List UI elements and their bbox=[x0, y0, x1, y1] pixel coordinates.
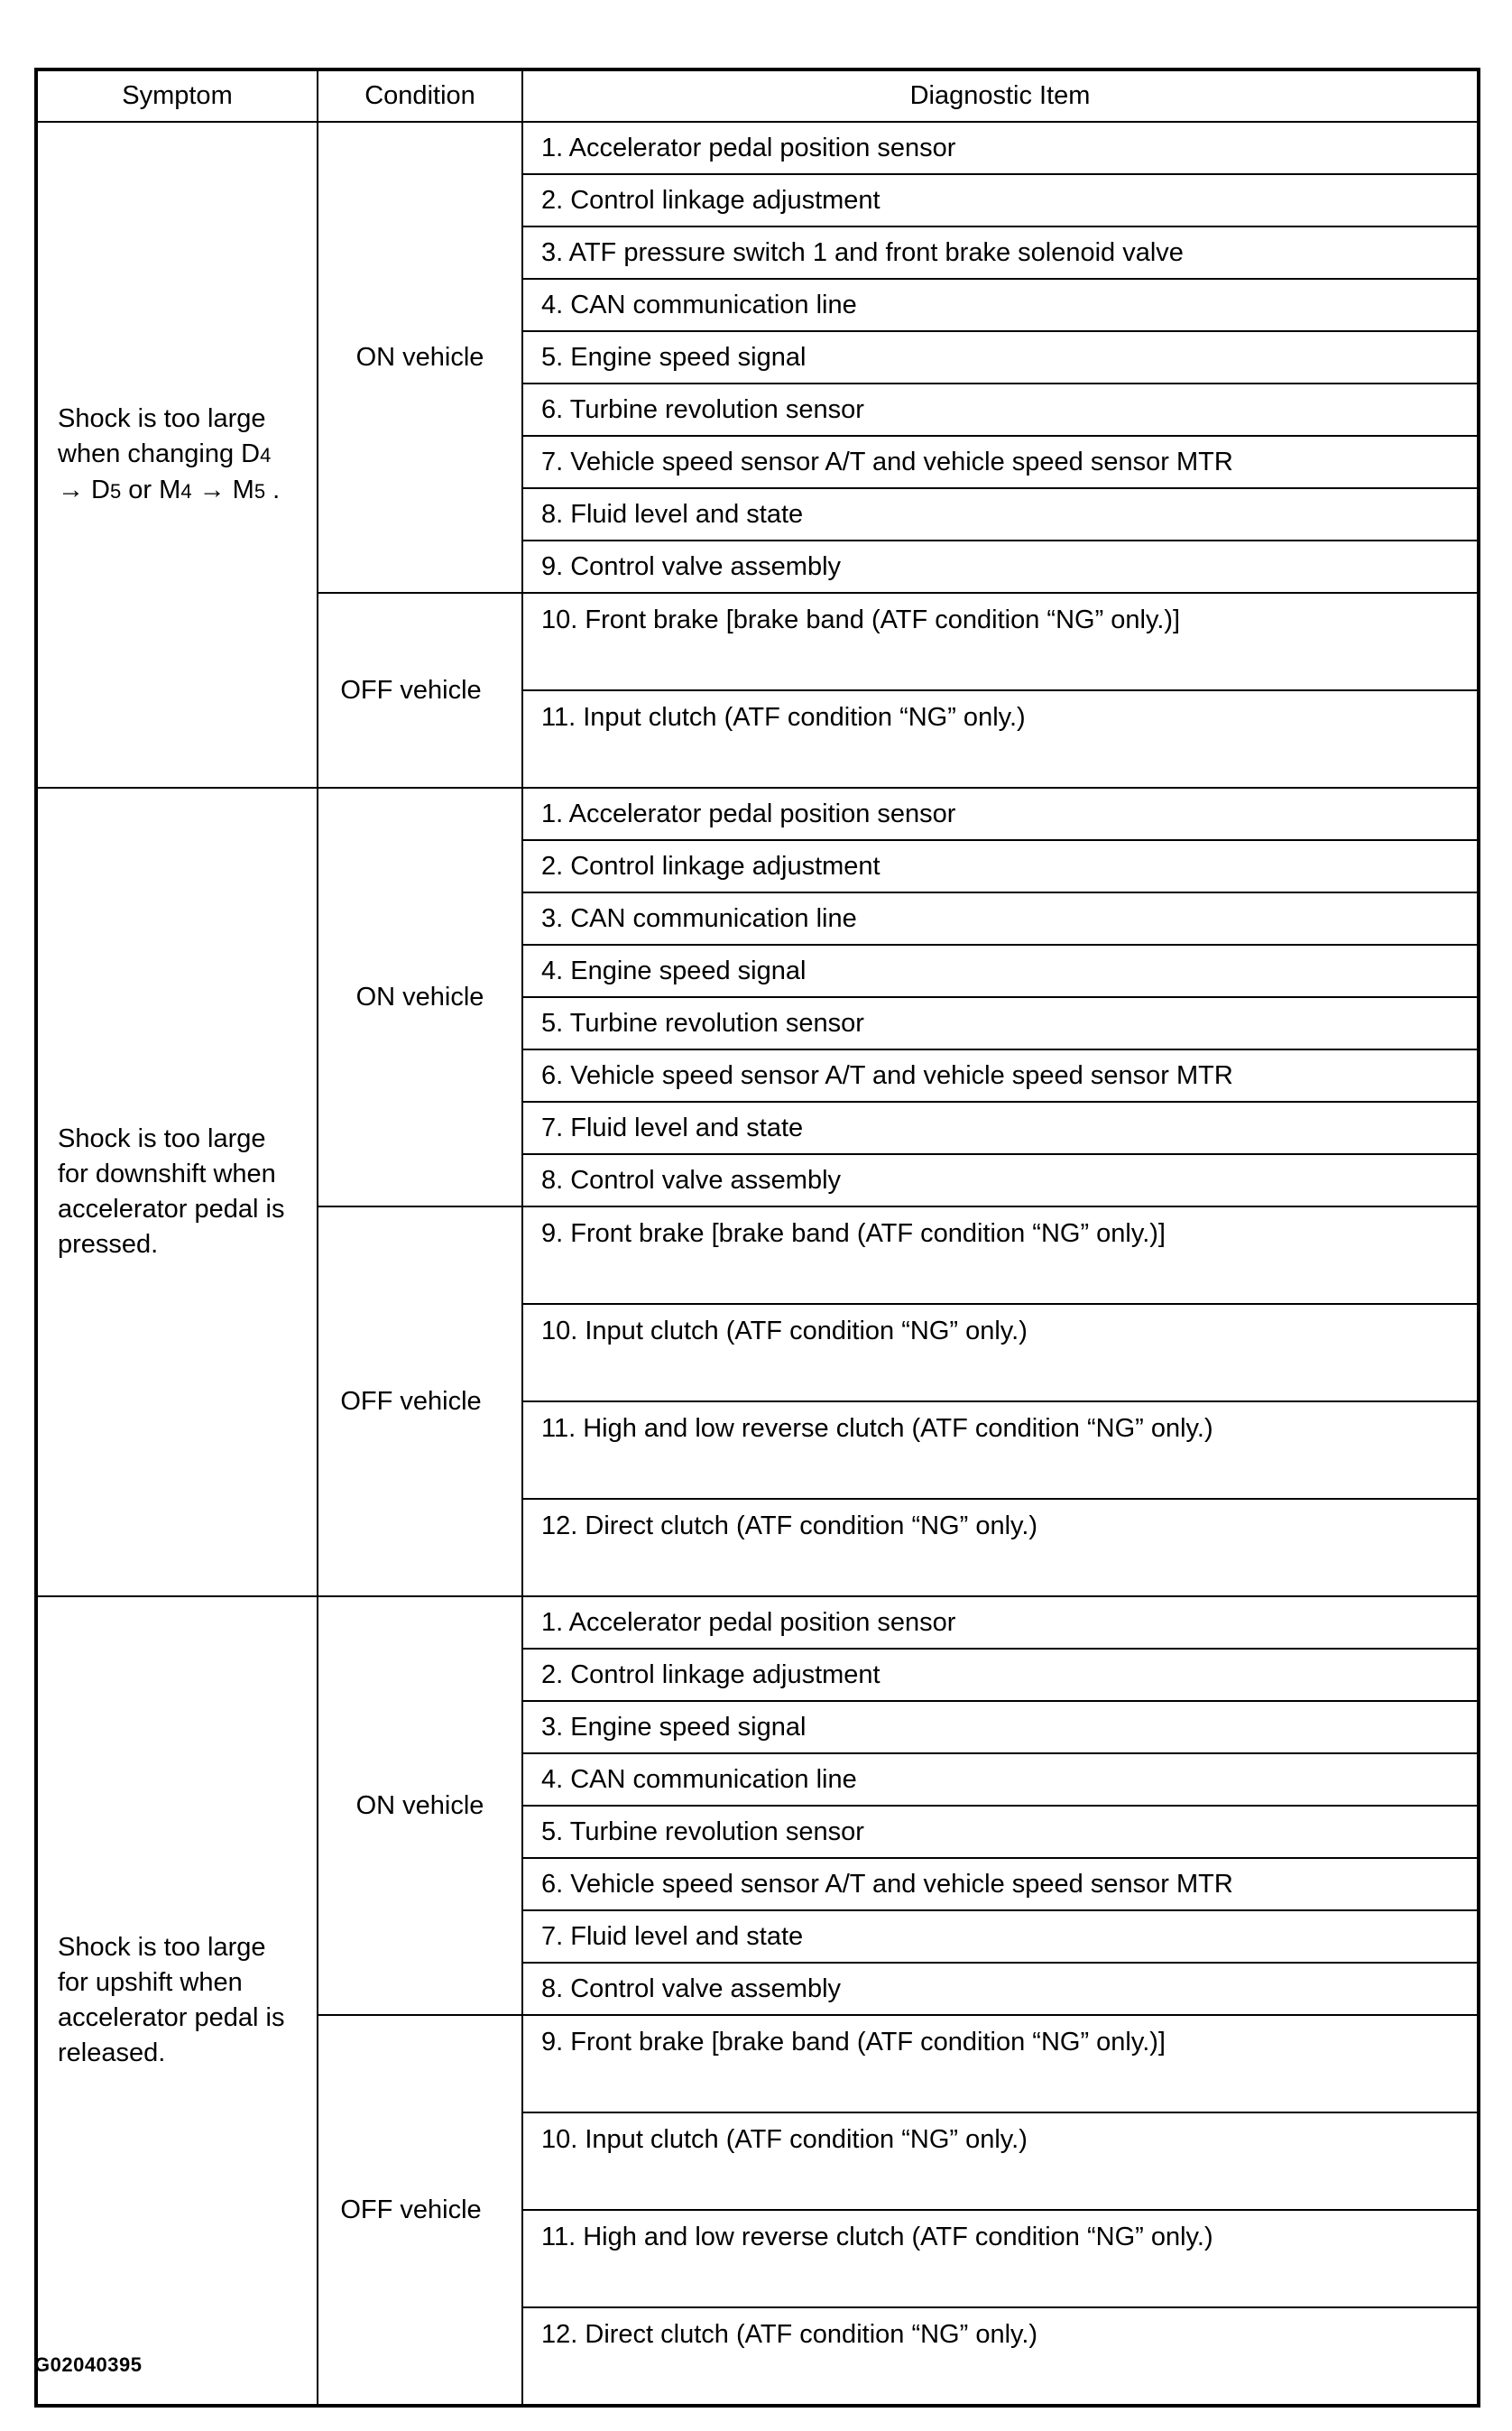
diagnostic-item: 6. Vehicle speed sensor A/T and vehicle speed sensor MTR bbox=[522, 1858, 1479, 1910]
table-row bbox=[36, 122, 1479, 174]
header-diagnostic-item: Diagnostic Item bbox=[522, 69, 1479, 122]
diagnostic-item: 7. Vehicle speed sensor A/T and vehicle speed sensor MTR bbox=[522, 436, 1479, 488]
diagnostic-item: 4. Engine speed signal bbox=[522, 945, 1479, 997]
condition-on-vehicle: ON vehicle bbox=[318, 122, 522, 593]
diagnostic-item: 5. Turbine revolution sensor bbox=[522, 1806, 1479, 1858]
symptom-cell bbox=[36, 122, 318, 788]
symptom-line: Shock is too large bbox=[58, 1933, 266, 1962]
diagnostic-item: 1. Accelerator pedal position sensor bbox=[522, 788, 1479, 840]
diagnostic-item: 2. Control linkage adjustment bbox=[522, 840, 1479, 892]
condition-on-vehicle: ON vehicle bbox=[318, 1596, 522, 2015]
table-row bbox=[36, 788, 1479, 840]
diagnostic-item: 12. Direct clutch (ATF condition “NG” only.) bbox=[522, 1499, 1479, 1596]
diagnostic-item: 10. Input clutch (ATF condition “NG” only.) bbox=[522, 2112, 1479, 2210]
diagnostic-item: 2. Control linkage adjustment bbox=[522, 1649, 1479, 1701]
table-body bbox=[36, 122, 1479, 2406]
diagnostic-item: 1. Accelerator pedal position sensor bbox=[522, 1596, 1479, 1649]
diagnostic-item: 3. ATF pressure switch 1 and front brake solenoid valve bbox=[522, 226, 1479, 279]
diagnostic-item: 6. Vehicle speed sensor A/T and vehicle speed sensor MTR bbox=[522, 1049, 1479, 1102]
diagnostic-item: 8. Fluid level and state bbox=[522, 488, 1479, 541]
diagnostic-item: 8. Control valve assembly bbox=[522, 1154, 1479, 1206]
diagnostic-item: 9. Front brake [brake band (ATF condition “NG” only.)] bbox=[522, 1206, 1479, 1304]
header-condition: Condition bbox=[318, 69, 522, 122]
diagnostic-item: 12. Direct clutch (ATF condition “NG” only.) bbox=[522, 2307, 1479, 2406]
symptom-line: → D5 or M4 → M5 . bbox=[58, 475, 281, 504]
header-symptom: Symptom bbox=[36, 69, 318, 122]
diagnostic-item: 5. Turbine revolution sensor bbox=[522, 997, 1479, 1049]
diagnostic-item: 10. Input clutch (ATF condition “NG” only.) bbox=[522, 1304, 1479, 1401]
diagnostic-item: 11. Input clutch (ATF condition “NG” only.) bbox=[522, 690, 1479, 788]
diagnostic-item: 5. Engine speed signal bbox=[522, 331, 1479, 384]
diagnostic-item: 9. Control valve assembly bbox=[522, 541, 1479, 593]
symptom-cell bbox=[36, 788, 318, 1596]
symptom-line: Shock is too large bbox=[58, 1124, 266, 1153]
diagnostic-item: 1. Accelerator pedal position sensor bbox=[522, 122, 1479, 174]
diagnostic-item: 3. Engine speed signal bbox=[522, 1701, 1479, 1753]
diagnostic-item: 4. CAN communication line bbox=[522, 279, 1479, 331]
symptom-line: accelerator pedal is bbox=[58, 2003, 285, 2032]
symptom-line: when changing D4 bbox=[58, 439, 272, 468]
diagnostic-item: 6. Turbine revolution sensor bbox=[522, 384, 1479, 436]
diagnostic-table bbox=[34, 68, 1480, 2408]
condition-off-vehicle: OFF vehicle bbox=[318, 1206, 522, 1596]
symptom-line: released. bbox=[58, 2038, 166, 2067]
table-row bbox=[36, 1596, 1479, 1649]
condition-on-vehicle: ON vehicle bbox=[318, 788, 522, 1206]
figure-code: G02040395 bbox=[34, 2353, 143, 2376]
diagnostic-item: 2. Control linkage adjustment bbox=[522, 174, 1479, 226]
symptom-line: Shock is too large bbox=[58, 403, 266, 433]
symptom-line: for upshift when bbox=[58, 1968, 243, 1997]
symptom-line: pressed. bbox=[58, 1230, 159, 1259]
condition-off-vehicle: OFF vehicle bbox=[318, 2015, 522, 2406]
diagnostic-item: 7. Fluid level and state bbox=[522, 1910, 1479, 1963]
diagnostic-item: 4. CAN communication line bbox=[522, 1753, 1479, 1806]
header-row bbox=[36, 69, 1479, 122]
symptom-line: accelerator pedal is bbox=[58, 1195, 285, 1224]
diagnostic-item: 10. Front brake [brake band (ATF condition “NG” only.)] bbox=[522, 593, 1479, 690]
condition-off-vehicle: OFF vehicle bbox=[318, 593, 522, 788]
diagnostic-item: 3. CAN communication line bbox=[522, 892, 1479, 945]
diagnostic-item: 9. Front brake [brake band (ATF condition “NG” only.)] bbox=[522, 2015, 1479, 2112]
symptom-cell bbox=[36, 1596, 318, 2406]
diagnostic-item: 8. Control valve assembly bbox=[522, 1963, 1479, 2015]
symptom-line: for downshift when bbox=[58, 1160, 276, 1188]
diagnostic-item: 11. High and low reverse clutch (ATF condition “NG” only.) bbox=[522, 1401, 1479, 1499]
diagnostic-item: 7. Fluid level and state bbox=[522, 1102, 1479, 1154]
diagnostic-item: 11. High and low reverse clutch (ATF condition “NG” only.) bbox=[522, 2210, 1479, 2307]
